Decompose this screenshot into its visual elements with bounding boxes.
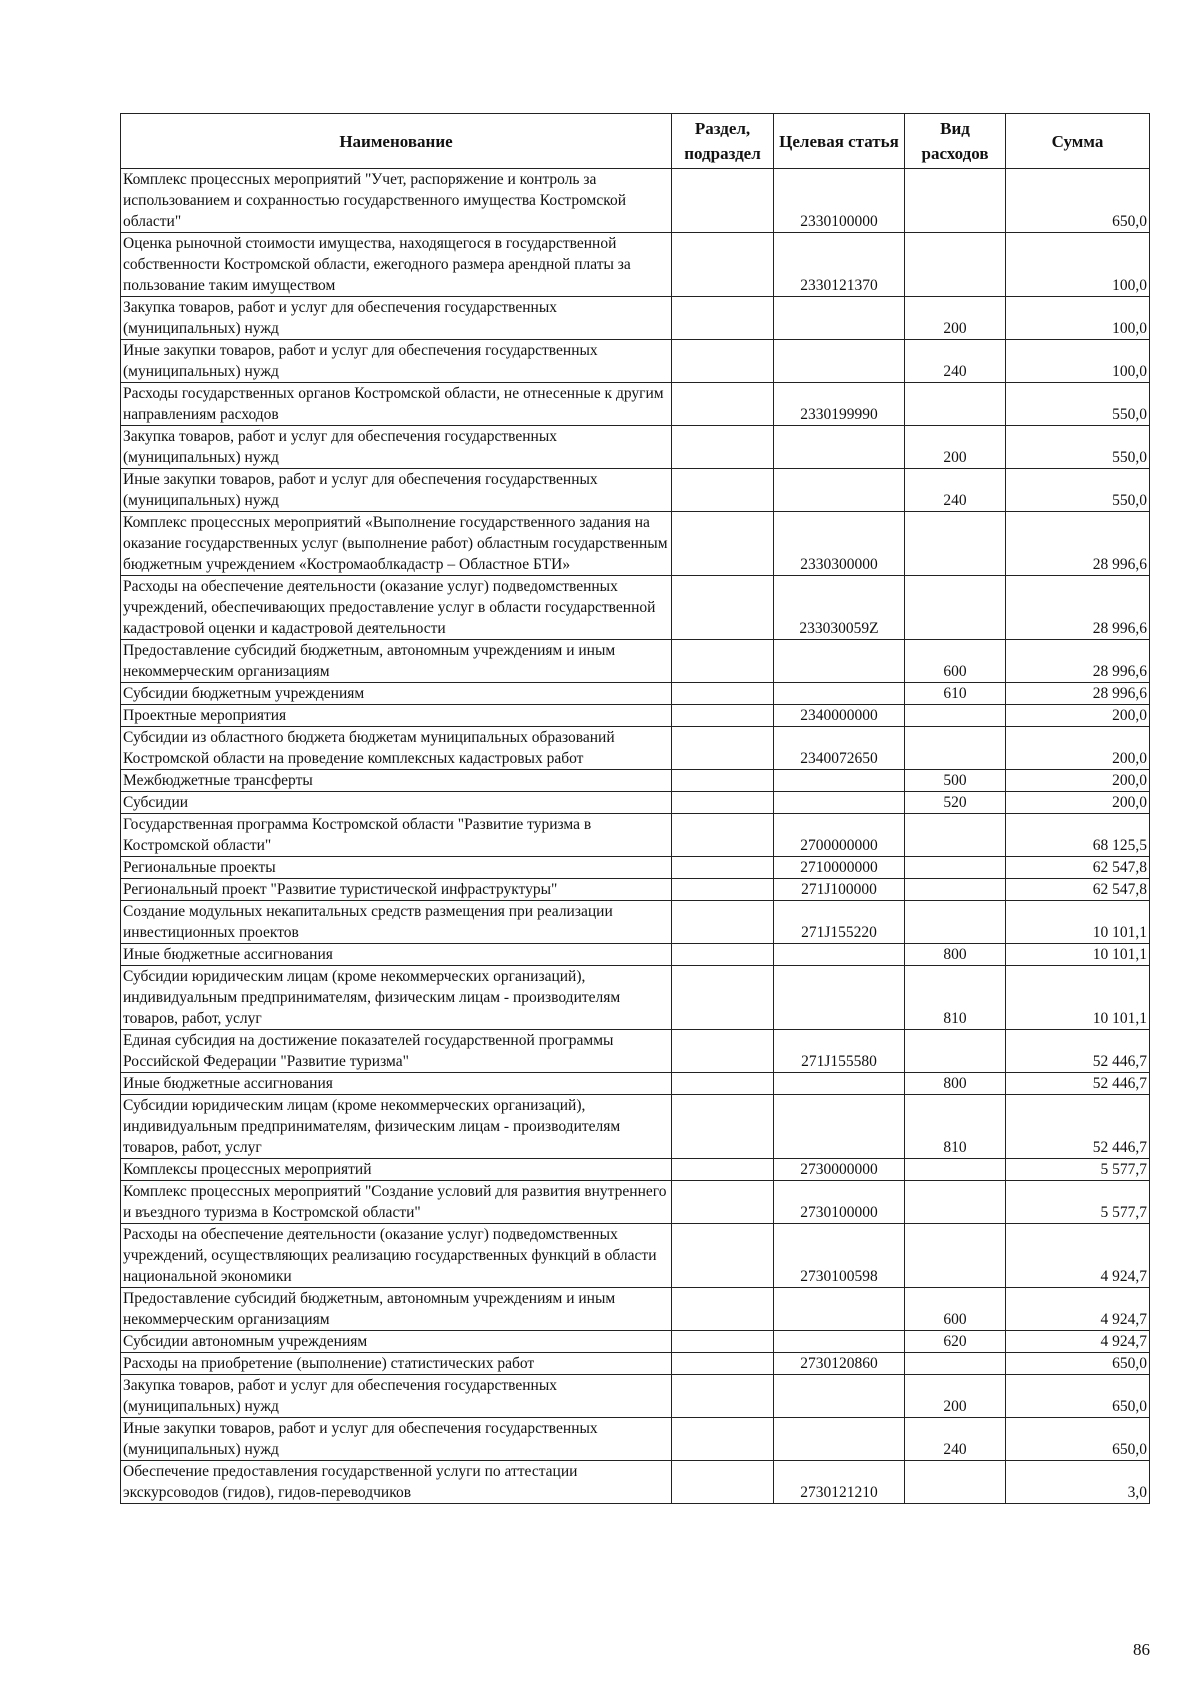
cell-kind: 520 [905, 792, 1006, 814]
cell-kind: 800 [905, 944, 1006, 966]
cell-sum: 62 547,8 [1006, 857, 1150, 879]
cell-name: Субсидии [121, 792, 672, 814]
cell-sum: 5 577,7 [1006, 1181, 1150, 1224]
table-row [121, 1224, 1150, 1288]
table-row [121, 169, 1150, 233]
cell-article [774, 469, 905, 512]
cell-kind [905, 814, 1006, 857]
table-row [121, 879, 1150, 901]
cell-kind [905, 1030, 1006, 1073]
table-row [121, 576, 1150, 640]
table-row [121, 770, 1150, 792]
table-row [121, 1181, 1150, 1224]
cell-section [672, 1375, 774, 1418]
table-row [121, 1331, 1150, 1353]
cell-name: Расходы государственных органов Костромской области, не отнесенные к другим направлениям расходов [121, 383, 672, 426]
cell-section [672, 1224, 774, 1288]
cell-kind [905, 233, 1006, 297]
table-row [121, 727, 1150, 770]
cell-section [672, 640, 774, 683]
cell-article [774, 340, 905, 383]
cell-article: 2330121370 [774, 233, 905, 297]
table-row [121, 1159, 1150, 1181]
cell-section [672, 814, 774, 857]
cell-name: Предоставление субсидий бюджетным, автономным учреждениям и иным некоммерческим организациям [121, 1288, 672, 1331]
cell-name: Обеспечение предоставления государственной услуги по аттестации экскурсоводов (гидов), гидов-переводчиков [121, 1461, 672, 1504]
cell-kind: 200 [905, 297, 1006, 340]
cell-kind [905, 1224, 1006, 1288]
cell-article: 2730000000 [774, 1159, 905, 1181]
cell-kind [905, 901, 1006, 944]
cell-sum: 200,0 [1006, 727, 1150, 770]
cell-sum: 200,0 [1006, 792, 1150, 814]
cell-kind [905, 1181, 1006, 1224]
cell-name: Расходы на обеспечение деятельности (оказание услуг) подведомственных учреждений, осуществляющих реализацию государственных функций в области национальной экономики [121, 1224, 672, 1288]
cell-section [672, 879, 774, 901]
cell-sum: 52 446,7 [1006, 1030, 1150, 1073]
cell-section [672, 469, 774, 512]
cell-kind [905, 705, 1006, 727]
cell-kind [905, 1461, 1006, 1504]
table-row [121, 512, 1150, 576]
table-row [121, 469, 1150, 512]
cell-section [672, 966, 774, 1030]
cell-article [774, 640, 905, 683]
cell-name: Иные закупки товаров, работ и услуг для обеспечения государственных (муниципальных) нужд [121, 1418, 672, 1461]
cell-article [774, 1375, 905, 1418]
cell-article [774, 966, 905, 1030]
cell-section [672, 169, 774, 233]
cell-sum: 100,0 [1006, 340, 1150, 383]
cell-sum: 5 577,7 [1006, 1159, 1150, 1181]
table-row [121, 792, 1150, 814]
table-row [121, 383, 1150, 426]
cell-name: Комплекс процессных мероприятий "Учет, распоряжение и контроль за использованием и сохранностью государственного имущества Костромской области" [121, 169, 672, 233]
cell-sum: 28 996,6 [1006, 640, 1150, 683]
cell-sum: 10 101,1 [1006, 944, 1150, 966]
table-body [121, 169, 1150, 1504]
table-row [121, 1353, 1150, 1375]
cell-kind [905, 576, 1006, 640]
cell-kind [905, 727, 1006, 770]
cell-sum: 650,0 [1006, 1375, 1150, 1418]
cell-section [672, 340, 774, 383]
cell-kind: 240 [905, 340, 1006, 383]
cell-kind: 240 [905, 469, 1006, 512]
cell-sum: 650,0 [1006, 1418, 1150, 1461]
table-row [121, 640, 1150, 683]
cell-name: Закупка товаров, работ и услуг для обеспечения государственных (муниципальных) нужд [121, 426, 672, 469]
cell-section [672, 1095, 774, 1159]
cell-section [672, 1073, 774, 1095]
cell-name: Иные закупки товаров, работ и услуг для обеспечения государственных (муниципальных) нужд [121, 340, 672, 383]
cell-section [672, 1331, 774, 1353]
cell-sum: 52 446,7 [1006, 1073, 1150, 1095]
cell-name: Региональные проекты [121, 857, 672, 879]
cell-sum: 3,0 [1006, 1461, 1150, 1504]
cell-section [672, 576, 774, 640]
header-name: Наименование [121, 114, 672, 169]
cell-article: 271J155580 [774, 1030, 905, 1073]
table-row [121, 705, 1150, 727]
cell-sum: 200,0 [1006, 705, 1150, 727]
header-kind: Вид расходов [905, 114, 1006, 169]
cell-kind [905, 383, 1006, 426]
cell-section [672, 683, 774, 705]
table-row [121, 1030, 1150, 1073]
cell-name: Закупка товаров, работ и услуг для обеспечения государственных (муниципальных) нужд [121, 1375, 672, 1418]
cell-kind: 610 [905, 683, 1006, 705]
table-row [121, 1073, 1150, 1095]
cell-article: 2340072650 [774, 727, 905, 770]
cell-article: 2340000000 [774, 705, 905, 727]
cell-section [672, 727, 774, 770]
header-row [121, 114, 1150, 169]
cell-sum: 28 996,6 [1006, 512, 1150, 576]
cell-kind: 200 [905, 1375, 1006, 1418]
table-row [121, 340, 1150, 383]
cell-article [774, 1073, 905, 1095]
header-sum: Сумма [1006, 114, 1150, 169]
table-row [121, 944, 1150, 966]
cell-article: 2700000000 [774, 814, 905, 857]
cell-name: Субсидии юридическим лицам (кроме некоммерческих организаций), индивидуальным предпринимателям, физическим лицам - производителям товаров, работ, услуг [121, 966, 672, 1030]
cell-article: 2730121210 [774, 1461, 905, 1504]
cell-name: Субсидии юридическим лицам (кроме некоммерческих организаций), индивидуальным предпринимателям, физическим лицам - производителям товаров, работ, услуг [121, 1095, 672, 1159]
cell-sum: 550,0 [1006, 426, 1150, 469]
table-header [121, 114, 1150, 169]
cell-article [774, 1331, 905, 1353]
cell-sum: 4 924,7 [1006, 1288, 1150, 1331]
cell-name: Иные бюджетные ассигнования [121, 944, 672, 966]
cell-name: Межбюджетные трансферты [121, 770, 672, 792]
table-row [121, 233, 1150, 297]
table-row [121, 683, 1150, 705]
header-article: Целевая статья [774, 114, 905, 169]
page-number: 86 [1133, 1640, 1150, 1659]
cell-sum: 650,0 [1006, 169, 1150, 233]
cell-article: 2710000000 [774, 857, 905, 879]
cell-section [672, 297, 774, 340]
cell-name: Единая субсидия на достижение показателей государственной программы Российской Федерации "Развитие туризма" [121, 1030, 672, 1073]
cell-section [672, 1288, 774, 1331]
cell-name: Государственная программа Костромской области "Развитие туризма в Костромской области" [121, 814, 672, 857]
cell-name: Расходы на обеспечение деятельности (оказание услуг) подведомственных учреждений, обеспечивающих предоставление услуг в области государственной кадастровой оценки и кадастровой деятельности [121, 576, 672, 640]
cell-section [672, 1030, 774, 1073]
cell-section [672, 792, 774, 814]
cell-article: 2330300000 [774, 512, 905, 576]
cell-article: 2730120860 [774, 1353, 905, 1375]
cell-kind [905, 857, 1006, 879]
cell-section [672, 857, 774, 879]
cell-sum: 200,0 [1006, 770, 1150, 792]
cell-kind [905, 169, 1006, 233]
cell-kind: 600 [905, 1288, 1006, 1331]
cell-article [774, 1418, 905, 1461]
table-row [121, 966, 1150, 1030]
cell-section [672, 705, 774, 727]
cell-sum: 10 101,1 [1006, 901, 1150, 944]
cell-kind [905, 1353, 1006, 1375]
table-row [121, 1095, 1150, 1159]
cell-kind: 800 [905, 1073, 1006, 1095]
cell-article [774, 770, 905, 792]
cell-article: 271J100000 [774, 879, 905, 901]
cell-kind: 600 [905, 640, 1006, 683]
cell-article: 233030059Z [774, 576, 905, 640]
cell-kind: 200 [905, 426, 1006, 469]
table-row [121, 814, 1150, 857]
cell-article: 271J155220 [774, 901, 905, 944]
cell-sum: 28 996,6 [1006, 576, 1150, 640]
cell-section [672, 944, 774, 966]
cell-kind: 620 [905, 1331, 1006, 1353]
cell-article [774, 683, 905, 705]
cell-name: Расходы на приобретение (выполнение) статистических работ [121, 1353, 672, 1375]
cell-kind: 810 [905, 966, 1006, 1030]
cell-article [774, 792, 905, 814]
table-row [121, 901, 1150, 944]
cell-name: Субсидии из областного бюджета бюджетам муниципальных образований Костромской области на проведение комплексных кадастровых работ [121, 727, 672, 770]
cell-article [774, 1288, 905, 1331]
cell-section [672, 770, 774, 792]
cell-name: Создание модульных некапитальных средств размещения при реализации инвестиционных проектов [121, 901, 672, 944]
table-row [121, 1375, 1150, 1418]
cell-article: 2330100000 [774, 169, 905, 233]
cell-article: 2330199990 [774, 383, 905, 426]
cell-article [774, 1095, 905, 1159]
cell-name: Иные закупки товаров, работ и услуг для обеспечения государственных (муниципальных) нужд [121, 469, 672, 512]
cell-name: Субсидии бюджетным учреждениям [121, 683, 672, 705]
cell-name: Комплекс процессных мероприятий "Создание условий для развития внутреннего и въездного туризма в Костромской области" [121, 1181, 672, 1224]
cell-sum: 100,0 [1006, 233, 1150, 297]
cell-section [672, 512, 774, 576]
cell-sum: 62 547,8 [1006, 879, 1150, 901]
cell-name: Иные бюджетные ассигнования [121, 1073, 672, 1095]
budget-table [120, 113, 1150, 1504]
cell-section [672, 383, 774, 426]
cell-kind: 810 [905, 1095, 1006, 1159]
cell-sum: 100,0 [1006, 297, 1150, 340]
cell-section [672, 901, 774, 944]
cell-sum: 550,0 [1006, 469, 1150, 512]
cell-article: 2730100598 [774, 1224, 905, 1288]
cell-name: Проектные мероприятия [121, 705, 672, 727]
cell-article: 2730100000 [774, 1181, 905, 1224]
header-section: Раздел, подраздел [672, 114, 774, 169]
table-row [121, 297, 1150, 340]
cell-sum: 4 924,7 [1006, 1331, 1150, 1353]
cell-kind [905, 1159, 1006, 1181]
cell-name: Закупка товаров, работ и услуг для обеспечения государственных (муниципальных) нужд [121, 297, 672, 340]
cell-section [672, 426, 774, 469]
cell-article [774, 297, 905, 340]
cell-sum: 52 446,7 [1006, 1095, 1150, 1159]
cell-sum: 10 101,1 [1006, 966, 1150, 1030]
cell-section [672, 233, 774, 297]
cell-section [672, 1418, 774, 1461]
cell-kind [905, 512, 1006, 576]
cell-article [774, 426, 905, 469]
cell-section [672, 1461, 774, 1504]
cell-name: Комплекс процессных мероприятий «Выполнение государственного задания на оказание государственных услуг (выполнение работ) областным государственным бюджетным учреждением «Костромаоблкадастр – Областное БТИ» [121, 512, 672, 576]
cell-name: Региональный проект "Развитие туристической инфраструктуры" [121, 879, 672, 901]
cell-kind: 500 [905, 770, 1006, 792]
cell-article [774, 944, 905, 966]
cell-sum: 4 924,7 [1006, 1224, 1150, 1288]
cell-section [672, 1353, 774, 1375]
cell-name: Комплексы процессных мероприятий [121, 1159, 672, 1181]
cell-kind: 240 [905, 1418, 1006, 1461]
cell-name: Субсидии автономным учреждениям [121, 1331, 672, 1353]
cell-section [672, 1181, 774, 1224]
cell-name: Оценка рыночной стоимости имущества, находящегося в государственной собственности Костромской области, ежегодного размера арендной платы за пользование таким имуществом [121, 233, 672, 297]
cell-name: Предоставление субсидий бюджетным, автономным учреждениям и иным некоммерческим организациям [121, 640, 672, 683]
cell-kind [905, 879, 1006, 901]
table-row [121, 426, 1150, 469]
table-row [121, 857, 1150, 879]
cell-sum: 550,0 [1006, 383, 1150, 426]
cell-sum: 68 125,5 [1006, 814, 1150, 857]
cell-section [672, 1159, 774, 1181]
cell-sum: 28 996,6 [1006, 683, 1150, 705]
cell-sum: 650,0 [1006, 1353, 1150, 1375]
table-row [121, 1461, 1150, 1504]
table-row [121, 1418, 1150, 1461]
table-row [121, 1288, 1150, 1331]
